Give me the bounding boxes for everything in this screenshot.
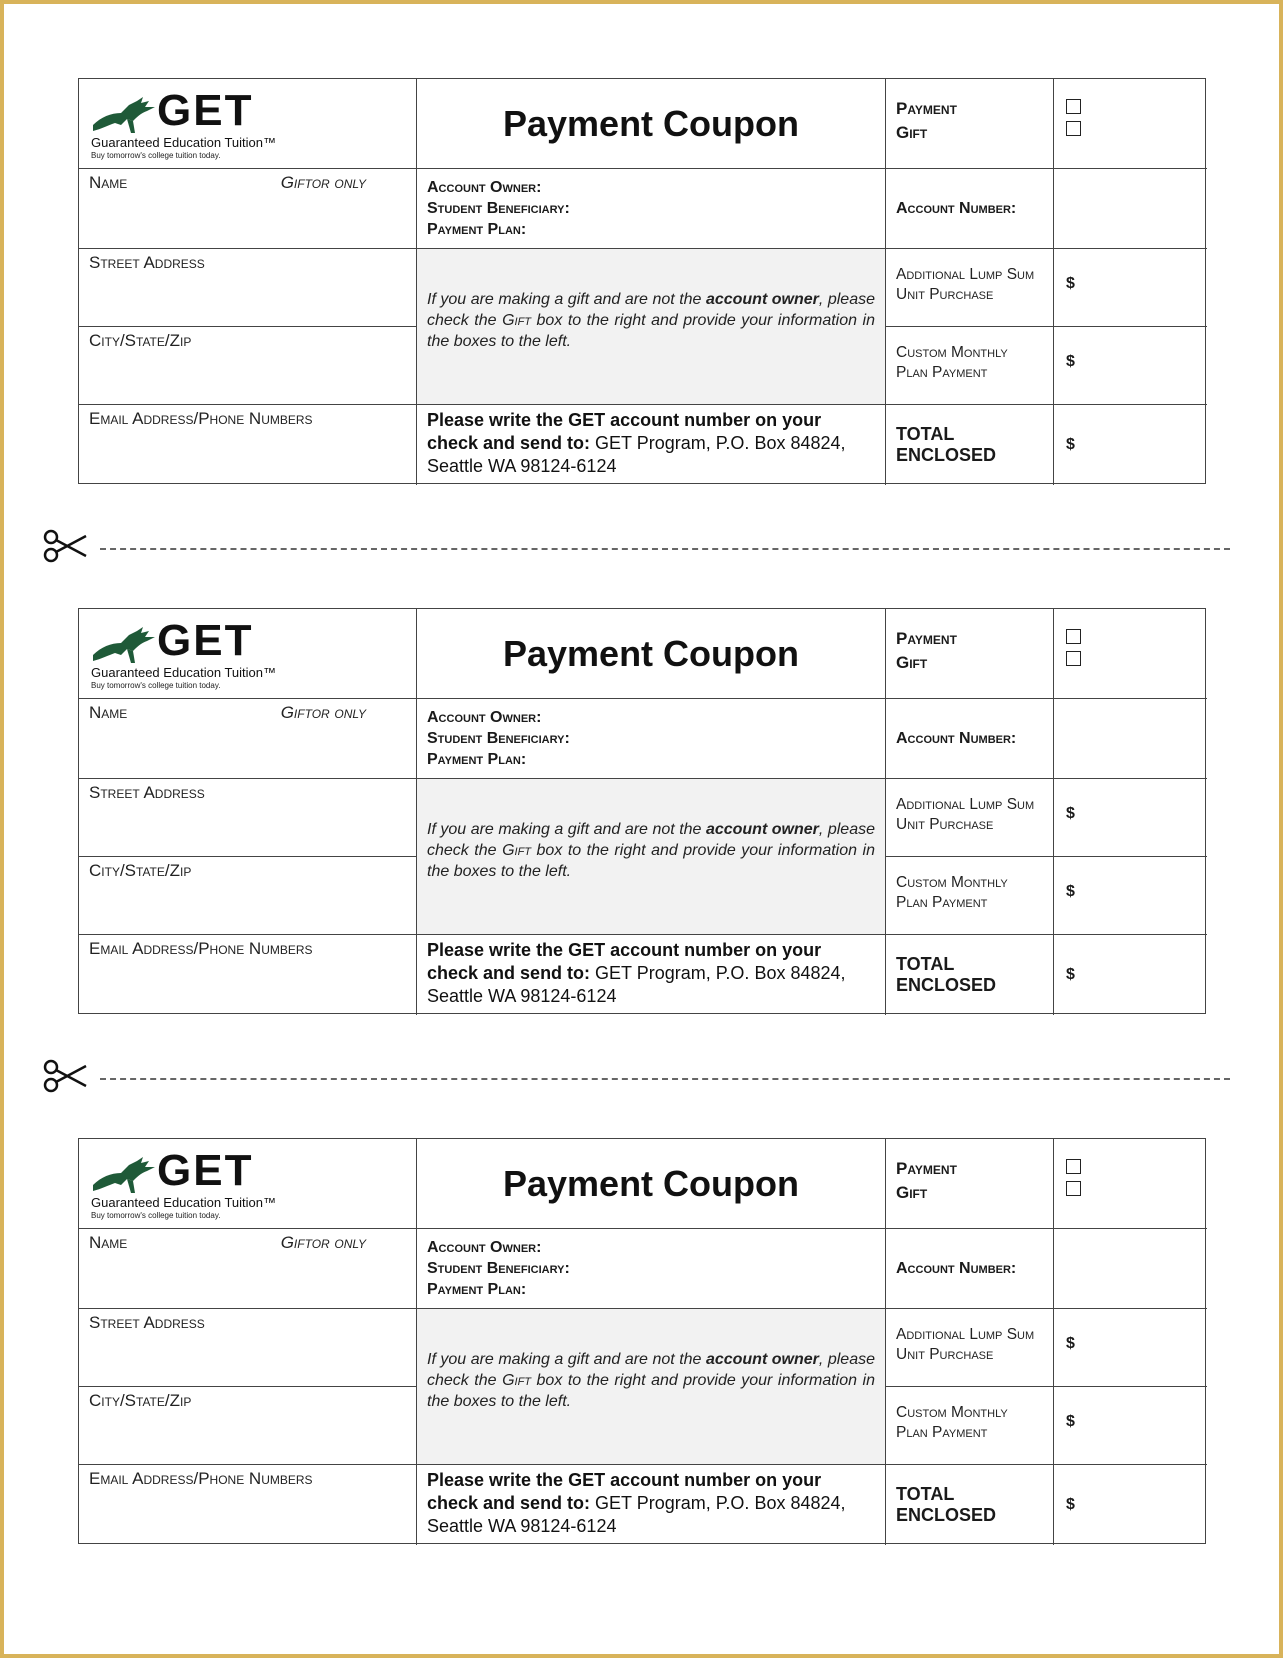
city-state-zip-field[interactable] [79,1387,417,1465]
account-number-label-cell [886,699,1054,779]
account-number-label: Account Number: [896,1259,1017,1277]
payment-coupon [78,78,1206,484]
title-cell [417,79,886,169]
gift-checkbox[interactable] [1066,121,1081,136]
giftor-only-label: Giftor only [280,1233,366,1252]
coupon-title: Payment Coupon [502,632,799,674]
account-number-field[interactable] [1054,169,1207,249]
send-address: GET Program, P.O. Box 84824, Seattle WA 98124-6124 [427,433,846,476]
lump-sum-amount-field[interactable] [1054,1309,1207,1387]
custom-monthly-amount-field[interactable] [1054,1387,1207,1465]
logo-subtitle: Guaranteed Education Tuition™ [91,665,277,680]
mailing-instructions [417,405,886,485]
gift-note-text-3: box to the right and provide your information in the boxes to the left. [427,1372,875,1410]
payment-plan-label: Payment Plan: [427,221,527,238]
payment-coupon [78,1138,1206,1544]
payment-plan-label: Payment Plan: [427,1281,527,1298]
custom-monthly-label: Custom Monthly Plan Payment [896,1404,1008,1441]
lump-sum-label-cell [886,779,1054,857]
account-owner-label: Account Owner: [427,709,542,726]
custom-monthly-label: Custom Monthly Plan Payment [896,874,1008,911]
account-number-label: Account Number: [896,199,1017,217]
mailing-instructions [417,1465,886,1545]
city-state-zip-label: City/State/Zip [89,1391,192,1410]
logo-tagline: Buy tomorrow's college tuition today. [91,151,221,160]
additional-lump-sum-label: Additional Lump Sum Unit Purchase [896,796,1035,833]
logo-cell [79,1139,417,1229]
send-address: GET Program, P.O. Box 84824, Seattle WA 98124-6124 [427,963,846,1006]
dollar-sign: $ [1066,1496,1075,1513]
dashed-cut-line [100,548,1230,550]
dashed-cut-line [100,1078,1230,1080]
logo-subtitle: Guaranteed Education Tuition™ [91,135,277,150]
payment-label: Payment [896,99,957,118]
logo-cell [79,79,417,169]
custom-monthly-amount-field[interactable] [1054,327,1207,405]
lump-sum-label-cell [886,249,1054,327]
payment-checkbox[interactable] [1066,629,1081,644]
dollar-sign: $ [1066,275,1075,292]
gift-instructions [417,249,886,405]
lump-sum-amount-field[interactable] [1054,249,1207,327]
gift-note-text-2: , please check the [427,1351,875,1389]
payment-checkbox[interactable] [1066,99,1081,114]
logo-cell [79,609,417,699]
account-owner-label: Account Owner: [427,179,542,196]
gift-note-account-owner: account owner [705,1351,819,1368]
custom-monthly-amount-field[interactable] [1054,857,1207,935]
total-enclosed-label-cell [886,1465,1054,1545]
dollar-sign: $ [1066,436,1075,453]
lump-sum-label-cell [886,1309,1054,1387]
giftor-only-label: Giftor only [280,703,366,722]
gift-checkbox[interactable] [1066,1181,1081,1196]
gift-note-gift: Gift [502,1372,532,1389]
name-field[interactable] [79,699,417,779]
get-logo [91,1146,277,1221]
bird-logo-icon [91,625,163,665]
gift-note-gift: Gift [502,842,532,859]
dollar-sign: $ [1066,1335,1075,1352]
name-field[interactable] [79,1229,417,1309]
account-owner-block [417,169,886,249]
city-state-zip-field[interactable] [79,857,417,935]
street-address-label: Street Address [89,783,205,802]
account-number-label-cell [886,1229,1054,1309]
account-owner-label: Account Owner: [427,1239,542,1256]
send-instructions-bold: Please write the GET account number on your check and send to: [427,940,822,983]
total-enclosed-label: TOTAL ENCLOSED [896,954,997,995]
mailing-instructions [417,935,886,1015]
gift-checkbox[interactable] [1066,651,1081,666]
account-number-field[interactable] [1054,1229,1207,1309]
payment-checkbox[interactable] [1066,1159,1081,1174]
payment-gift-labels [886,79,1054,169]
payment-gift-checkboxes [1054,1139,1207,1229]
payment-gift-checkboxes [1054,609,1207,699]
street-address-field[interactable] [79,249,417,327]
street-address-field[interactable] [79,1309,417,1387]
logo-tagline: Buy tomorrow's college tuition today. [91,1211,221,1220]
scissors-icon [42,526,88,566]
email-phone-field[interactable] [79,935,417,1015]
additional-lump-sum-label: Additional Lump Sum Unit Purchase [896,1326,1035,1363]
gift-note-text-2: , please check the [427,821,875,859]
account-owner-block [417,699,886,779]
custom-monthly-label: Custom Monthly Plan Payment [896,344,1008,381]
payment-gift-checkboxes [1054,79,1207,169]
street-address-label: Street Address [89,253,205,272]
send-address: GET Program, P.O. Box 84824, Seattle WA 98124-6124 [427,1493,846,1536]
gift-note-text: If you are making a gift and are not the [427,821,706,838]
gift-note-text: If you are making a gift and are not the [427,1351,706,1368]
total-enclosed-amount-field[interactable] [1054,405,1207,485]
logo-title: GET [157,1146,254,1195]
get-logo [91,616,277,691]
total-enclosed-amount-field[interactable] [1054,935,1207,1015]
account-number-field[interactable] [1054,699,1207,779]
gift-label: Gift [896,1183,928,1202]
payment-label: Payment [896,629,957,648]
student-beneficiary-label: Student Beneficiary: [427,1260,570,1277]
payment-gift-labels [886,1139,1054,1229]
total-enclosed-label: TOTAL ENCLOSED [896,424,997,465]
name-label: Name [89,703,128,722]
gift-note-gift: Gift [502,312,532,329]
gift-note-text-3: box to the right and provide your information in the boxes to the left. [427,312,875,350]
email-phone-label: Email Address/Phone Numbers [89,939,313,958]
student-beneficiary-label: Student Beneficiary: [427,730,570,747]
gift-note-text-2: , please check the [427,291,875,329]
dollar-sign: $ [1066,353,1075,370]
get-logo [91,86,277,161]
title-cell [417,1139,886,1229]
custom-monthly-label-cell [886,1387,1054,1465]
payment-label: Payment [896,1159,957,1178]
total-enclosed-label-cell [886,935,1054,1015]
logo-title: GET [157,616,254,665]
payment-gift-labels [886,609,1054,699]
gift-note-account-owner: account owner [705,291,819,308]
dollar-sign: $ [1066,805,1075,822]
coupon-title: Payment Coupon [502,102,799,144]
gift-note-text-3: box to the right and provide your information in the boxes to the left. [427,842,875,880]
total-enclosed-label: TOTAL ENCLOSED [896,1484,997,1525]
payment-plan-label: Payment Plan: [427,751,527,768]
gift-note-text: If you are making a gift and are not the [427,291,706,308]
coupon-title: Payment Coupon [502,1162,799,1204]
lump-sum-amount-field[interactable] [1054,779,1207,857]
account-owner-block [417,1229,886,1309]
name-field[interactable] [79,169,417,249]
custom-monthly-label-cell [886,327,1054,405]
cut-line [42,1056,1242,1096]
bird-logo-icon [91,1155,163,1195]
email-phone-label: Email Address/Phone Numbers [89,409,313,428]
gift-note-account-owner: account owner [705,821,819,838]
city-state-zip-field[interactable] [79,327,417,405]
gift-label: Gift [896,653,928,672]
cut-line [42,526,1242,566]
account-number-label: Account Number: [896,729,1017,747]
dollar-sign: $ [1066,1413,1075,1430]
student-beneficiary-label: Student Beneficiary: [427,200,570,217]
name-label: Name [89,173,128,192]
custom-monthly-label-cell [886,857,1054,935]
bird-logo-icon [91,95,163,135]
giftor-only-label: Giftor only [280,173,366,192]
city-state-zip-label: City/State/Zip [89,861,192,880]
gift-label: Gift [896,123,928,142]
email-phone-field[interactable] [79,1465,417,1545]
title-cell [417,609,886,699]
city-state-zip-label: City/State/Zip [89,331,192,350]
payment-coupon [78,608,1206,1014]
dollar-sign: $ [1066,966,1075,983]
total-enclosed-amount-field[interactable] [1054,1465,1207,1545]
scissors-icon [42,1056,88,1096]
gift-instructions [417,779,886,935]
additional-lump-sum-label: Additional Lump Sum Unit Purchase [896,266,1035,303]
logo-subtitle: Guaranteed Education Tuition™ [91,1195,277,1210]
account-number-label-cell [886,169,1054,249]
logo-title: GET [157,86,254,135]
send-instructions-bold: Please write the GET account number on your check and send to: [427,1470,822,1513]
send-instructions-bold: Please write the GET account number on your check and send to: [427,410,822,453]
total-enclosed-label-cell [886,405,1054,485]
logo-tagline: Buy tomorrow's college tuition today. [91,681,221,690]
email-phone-field[interactable] [79,405,417,485]
gift-instructions [417,1309,886,1465]
email-phone-label: Email Address/Phone Numbers [89,1469,313,1488]
street-address-field[interactable] [79,779,417,857]
dollar-sign: $ [1066,883,1075,900]
street-address-label: Street Address [89,1313,205,1332]
name-label: Name [89,1233,128,1252]
